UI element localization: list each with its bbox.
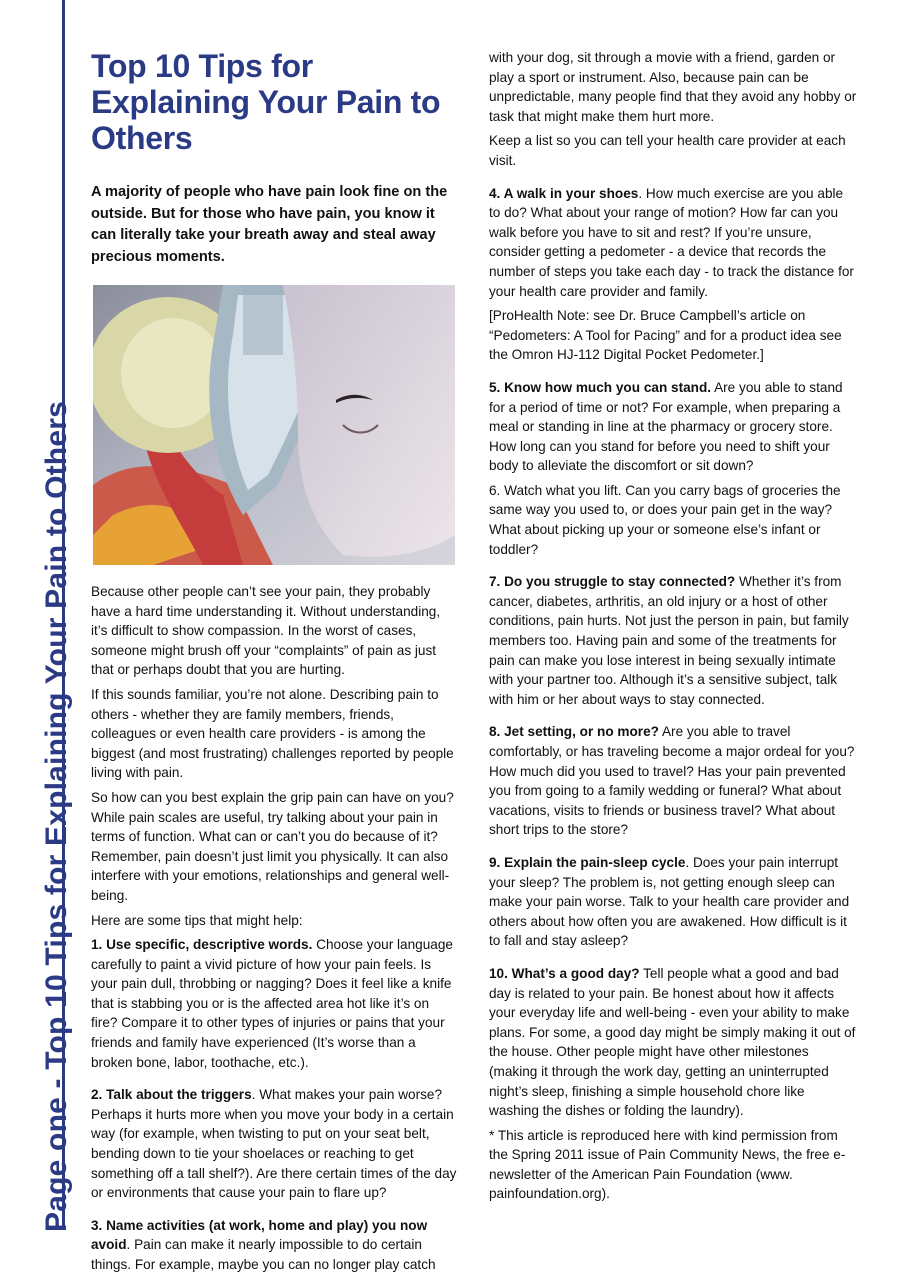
body-paragraph: Because other people can’t see your pain, they probably have a hard time understanding it. Without understanding, it’s difficult to show compassion. In the worst of cases, someone might brush off your “complaints” of pain as just that or perhaps doubt that you are hurting. [91,584,441,678]
tip-heading: 4. A walk in your shoes [489,185,639,201]
tip-text: Are you able to travel comfortably, or has traveling become a major ordeal for you? How much did you used to travel? Has your pain prevented you from going to a family wedding or funeral? What about vacations, visits to friends or business travel? What about short trips to the store? [489,724,855,838]
article-title: Top 10 Tips for Explaining Your Pain to Others [91,48,441,156]
anatomical-head-photo [93,285,455,565]
tip-heading: 5. Know how much you can stand. [489,379,712,395]
tip-3-continuation: with your dog, sit through a movie with a friend, garden or play a sport or instrument. Also, because pain can be unpredictable, many people find that they avoid any hobby or task that might make them hurt more. [489,50,857,124]
tip-text: Are you able to stand for a period of time or not? For example, when preparing a meal or standing in line at the pharmacy or grocery store. How long can you stand for before you need to shift your body to alleviate the discomfort or sit down? [489,379,843,474]
tip-text: . Does your pain interrupt your sleep? The problem is, not getting enough sleep can make your pain worse. Talk to your health care provider and others about how often you are awakened. How difficult is it to fall and stay asleep? [489,854,850,949]
tip-1 [91,935,457,1072]
right-column [489,48,857,1209]
tip-text: Whether it’s from cancer, diabetes, arthritis, an old injury or a host of other conditions, pain hurts. Not just the person in pain, but family members too. Having pain and some of the treatments for pain can make you lose interest in being sexually intimate with your partner too. Although it’s a sensitive subject, talk with him or her about ways to stay connected. [489,574,849,707]
list-note: Keep a list so you can tell your health care provider at each visit. [489,133,846,168]
tip-2 [91,1085,457,1203]
tip-text: . Pain can make it nearly impossible to do certain things. For example, maybe you can no longer play catch [91,1237,436,1272]
tip-heading: 2. Talk about the triggers [91,1087,252,1103]
left-column [91,48,457,1288]
tip-heading: 1. Use specific, descriptive words. [91,937,313,953]
tip-9 [489,853,857,951]
body-paragraph: So how can you best explain the grip pain can have on you? While pain scales are useful, try talking about your pain in terms of function. What can or can’t you do because of it? Remember, pain doesn’t just limit you physically. It can also interfere with your emotions, relationships and general well-being. [91,789,454,903]
tip-heading: 10. What’s a good day? [489,965,640,981]
tip-heading: 3. Name activities (at work, home and play) you now avoid [91,1217,428,1253]
tip-text: Tell people what a good and bad day is related to your pain. Be honest about how it affects your everyday life and well-being - even your ability to make plans. For some, a good day might be simply making it out of the house. Other people might have other milestones (making it through the work day, getting an uninterrupted night’s sleep, finishing a simple household chore like washing the dishes or folding the laundry). [489,965,856,1119]
tip-heading: 7. Do you struggle to stay connected? [489,574,736,590]
tip-5 [489,378,857,476]
tip-10 [489,964,857,1121]
tip-text: . What makes your pain worse? Perhaps it hurts more when you move your body in a certain way (for example, when twisting to put on your seat belt, bending down to tie your shoelaces or reaching to get something off a tall shelf?). Are there certain times of the day or environments that cause your pain to flare up? [91,1087,457,1201]
tip-7 [489,572,857,709]
body-paragraph: Here are some tips that might help: [91,912,303,928]
tip-text: . How much exercise are you able to do? What about your range of motion? How far can you walk before you have to sit and rest? If you’re unsure, consider getting a pedometer - a device that records the number of steps you take each day - to track the distance for your health care provider and family. [489,185,854,299]
tip-4 [489,184,857,302]
tip-text: Choose your language carefully to paint a vivid picture of how your pain feels. Is your pain dull, throbbing or nagging? Does it feel like a knife that is stabbing you or is the affected area hot like it’s on fire? Compare it to other types of injuries or pains that your friends and family have experienced (It’s worse than a broken bone, labor, toothache, etc.). [91,937,453,1070]
prohealth-note: [ProHealth Note: see Dr. Bruce Campbell’s article on “Pedometers: A Tool for Pacing” and for a product idea see the Omron HJ-112 Digital Pocket Pedometer.] [489,308,842,363]
footnote: * This article is reproduced here with kind permission from the Spring 2011 issue of Pain Community News, the free e-newsletter of the American Pain Foundation (www. painfoundation.org). [489,1127,846,1202]
body-paragraph: If this sounds familiar, you’re not alone. Describing pain to others - whether they are family members, friends, colleagues or even health care providers - is among the biggest (and most frustrating) challenges reported by people living with pain. [91,686,454,781]
sidebar-page-title: Page one - Top 10 Tips for Explaining Your Pain to Others [40,401,73,1232]
tip-heading: 8. Jet setting, or no more? [489,724,659,740]
tip-heading: 9. Explain the pain-sleep cycle [489,854,686,870]
article-intro: A majority of people who have pain look fine on the outside. But for those who have pain, you know it can literally take your breath away and steal away precious moments. [91,184,448,265]
tip-8 [489,722,857,840]
tip-3 [91,1216,457,1275]
tip-6: 6. Watch what you lift. Can you carry bags of groceries the same way you used to, or does your pain get in the way? What about picking up your or someone else’s infant or toddler? [489,482,841,557]
